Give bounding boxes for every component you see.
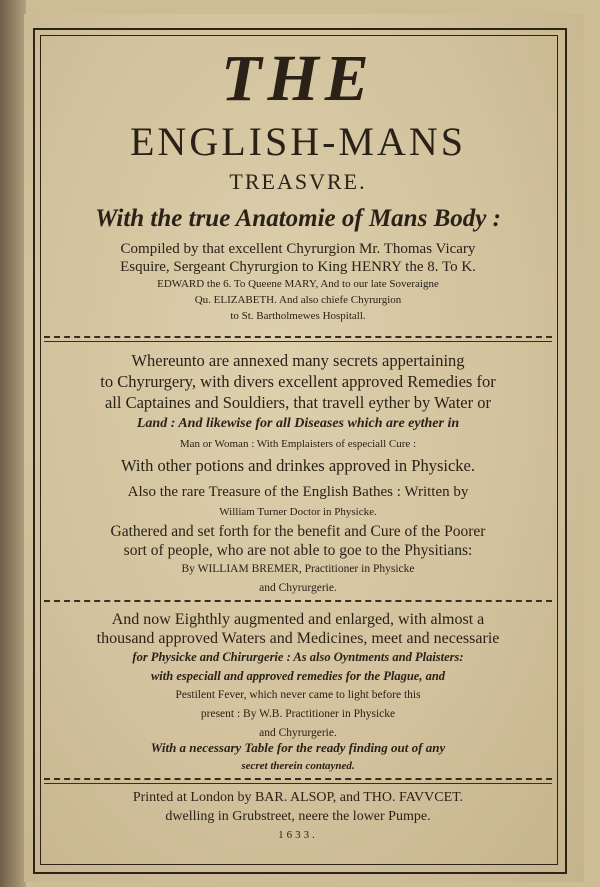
whereunto-line: Whereunto are annexed many secrets appertaining <box>131 351 465 370</box>
also-line: William Turner Doctor in Physicke. <box>219 506 377 518</box>
imprint <box>44 788 552 845</box>
title-treasure: TREASVRE. <box>229 169 367 194</box>
title-english-mans: ENGLISH-MANS <box>130 119 466 164</box>
augmented-paragraph <box>44 610 552 743</box>
augmented-line: with especiall and approved remedies for the Plague, and <box>150 669 446 683</box>
whereunto-line: Man or Woman : With Emplaisters of especiall Cure : <box>179 438 417 450</box>
augmented-line: present : By W.B. Practitioner in Physicke <box>200 708 396 720</box>
imprint-year: 1633. <box>278 829 318 841</box>
subtitle-anatomie: With the true Anatomie of Mans Body : <box>95 205 501 232</box>
augmented-line: for Physicke and Chirurgerie : As also Oyntments and Plaisters: <box>132 650 464 664</box>
compiled-line: Compiled by that excellent Chyrurgion Mr. Thomas Vicary <box>120 241 476 257</box>
gathered-line: sort of people, who are not able to goe to the Physitians: <box>123 542 473 559</box>
imprint-line: Printed at London by BAR. ALSOP, and THO. FAVVCET. <box>132 790 464 805</box>
compiled-line: Qu. ELIZABETH. And also chiefe Chyrurgion <box>194 294 402 306</box>
divider-rule <box>44 783 552 784</box>
whereunto-line: all Captaines and Souldiers, that travell eyther by Water or <box>104 393 491 412</box>
whereunto-line: Land : And likewise for all Diseases which are eyther in <box>136 416 460 431</box>
whereunto-paragraph <box>44 350 552 476</box>
table-note <box>44 738 552 776</box>
divider-rule <box>44 341 552 342</box>
page-edge-shadow <box>0 0 26 887</box>
also-paragraph <box>44 482 552 522</box>
whereunto-line: With other potions and drinkes approved in Physicke. <box>120 456 476 475</box>
title-the: THE <box>221 42 375 115</box>
also-line: Also the rare Treasure of the English Bathes : Written by <box>127 484 469 500</box>
augmented-line: and Chyrurgerie. <box>259 727 337 739</box>
augmented-line: Pestilent Fever, which never came to light before this <box>175 689 421 701</box>
gathered-paragraph <box>44 522 552 598</box>
augmented-line: And now Eighthly augmented and enlarged, with almost a <box>111 611 485 628</box>
ornamental-rule <box>44 778 552 780</box>
table-note-line: secret therein contayned. <box>241 760 355 772</box>
table-note-line: With a necessary Table for the ready finding out of any <box>150 740 446 755</box>
compiled-line: to St. Bartholmewes Hospitall. <box>230 310 366 322</box>
gathered-line: By WILLIAM BREMER, Practitioner in Physicke <box>181 563 415 575</box>
compiled-line: Esquire, Sergeant Chyrurgion to King HENRY the 8. To K. <box>120 259 476 275</box>
gathered-line: Gathered and set forth for the benefit and Cure of the Poorer <box>110 523 486 540</box>
whereunto-line: to Chyrurgery, with divers excellent approved Remedies for <box>100 372 496 391</box>
augmented-line: thousand approved Waters and Medicines, meet and necessarie <box>96 630 500 647</box>
compiled-line: EDWARD the 6. To Queene MARY, And to our late Soveraigne <box>157 278 439 290</box>
compiled-paragraph <box>44 240 552 324</box>
gathered-line: and Chyrurgerie. <box>259 582 337 594</box>
imprint-line: dwelling in Grubstreet, neere the lower Pumpe. <box>165 809 431 824</box>
ornamental-rule <box>44 336 552 338</box>
ornamental-rule <box>44 600 552 602</box>
